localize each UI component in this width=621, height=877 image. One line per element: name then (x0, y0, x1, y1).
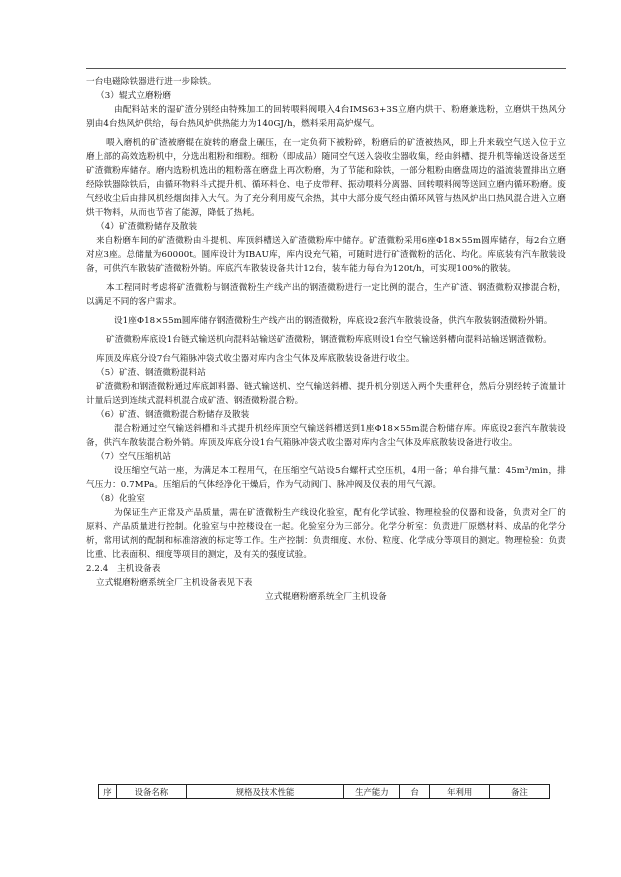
table-header-cell: 序 (99, 785, 117, 799)
table-header-row (99, 785, 550, 799)
table-header-cell: 备注 (490, 785, 550, 799)
header-rule (86, 68, 566, 69)
paragraph: 库顶及库底分设7台气箱脉冲袋式收尘器对库内含尘气体及库底散装设备进行收尘。 (96, 354, 415, 364)
paragraph: 由配料站来的湿矿渣分别经由特殊加工的回转喂料阀喂入4台IMS63+3S立磨内烘干、粉磨兼选粉，立磨烘干热风分别由4台热风炉供给，每台热风炉供热能力为140GJ/h，燃料采用高炉煤气。 (86, 105, 566, 129)
paragraph: 为保证生产正常及产品质量，需在矿渣微粉生产线设化验室，配有化学试验、物理检验的仪器和设备，负责对全厂的原料、产品质量进行控制。化验室与中控楼设在一起。化验室分为三部分。化学分析室：负责进厂原燃材料、成品的化学分析，常用试剂的配制和标准溶液的标定等工作。生产控制：负责细度、水份、粒度、化学成分等项目的测定。物理检验：负责比重、比表面积、细度等项目的测定，及有关的强度试验。 (86, 508, 566, 560)
document-body (86, 75, 566, 604)
equipment-table (98, 784, 550, 799)
table-header-cell: 生产能力 (344, 785, 400, 799)
paragraph: （5）矿渣、钢渣微粉混料站 (96, 368, 206, 378)
paragraph: 喂入磨机的矿渣被磨辊在旋转的磨盘上碾压，在一定负荷下被粉碎，粉磨后的矿渣被热风，即上升来载空气送入位于立磨上部的高效选粉机中，分选出粗粉和细粉。细粉（即成品）随同空气送入袋收尘器收集，经由斜槽、提升机等输送设备送至矿渣微粉库储存。磨内选粉机选出的粗粉落在磨盘上再次粉磨，为了节能和除铁，一部分粗粉由磨盘周边的溢流装置排出立磨经除铁器除铁后，由循环物料斗式提升机、循环料仓、电子皮带秤、振动喂料分离器、回转喂料阀等送回立磨内循环粉磨。废气经收尘后由排风机经烟囱排入大气。为了充分利用废气余热，其中大部分废气经由循环风管与热风炉出口热风混合进入立磨烘干物料，从而也节省了能源，降低了热耗。 (86, 138, 566, 218)
paragraph: 矿渣微粉库底设1台链式输送机向混料站输送矿渣微粉，钢渣微粉库底则设1台空气输送斜槽向混料站输送钢渣微粉。 (106, 335, 552, 345)
table-header-cell: 设备名称 (116, 785, 186, 799)
paragraph: 立式辊磨粉磨系统全厂主机设备表见下表 (96, 578, 253, 588)
paragraph: （6）矿渣、钢渣微粉混合粉储存及散装 (96, 410, 250, 420)
paragraph: 混合粉通过空气输送斜槽和斗式提升机经库顶空气输送斜槽送到1座Φ18×55m混合粉储存库。库底设2套汽车散装设备，供汽车散装混合粉外销。库顶及库底分设1台气箱脉冲袋式收尘器对库内含尘气体及库底散装设备进行收尘。 (86, 424, 566, 448)
paragraph: 一台电磁除铁器进行进一步除铁。 (86, 77, 217, 87)
paragraph: 设1座Φ18×55m圆库储存钢渣微粉生产线产出的钢渣微粉，库底设2套汽车散装设备，供汽车散装钢渣微粉外销。 (114, 316, 553, 326)
paragraph: 本工程同时考虑将矿渣微粉与钢渣微粉生产线产出的钢渣微粉进行一定比例的混合，生产矿渣、钢渣微粉双掺混合粉，以满足不同的客户需求。 (86, 283, 566, 307)
paragraph: （8）化验室 (96, 494, 146, 504)
table-header-cell: 台 (400, 785, 430, 799)
paragraph: 立式辊磨粉磨系统全厂主机设备 (265, 592, 387, 602)
paragraph: （4）矿渣微粉储存及散装 (96, 222, 198, 232)
paragraph: 设压缩空气站一座，为满足本工程用气，在压缩空气站设5台螺杆式空压机，4用一备；单台排气量：45m³/min，排气压力：0.7MPa。压缩后的气体经净化干燥后，作为气动阀门、脉冲阀及仪表的用气气源。 (86, 466, 566, 490)
paragraph: （7）空气压缩机站 (96, 452, 172, 462)
table-header-cell: 年利用 (430, 785, 490, 799)
paragraph: 矿渣微粉和钢渣微粉通过库底卸料器、链式输送机、空气输送斜槽、提升机分别送入两个失重秤仓，然后分别经转子流量计计量后送到连续式混料机混合成矿渣、钢渣微粉混合粉。 (86, 382, 566, 406)
paragraph: 来自粉磨车间的矿渣微粉由斗提机、库顶斜槽送入矿渣微粉库中储存。矿渣微粉采用6座Φ18×55m圆库储存，每2台立磨对应3座。总储量为60000t。圆库设计为IBAU库，库内设充气箱，可随时进行矿渣微粉的活化、均化。库底装有汽车散装设备，可供汽车散装矿渣微粉外销。库底汽车散装设备共计12台，装车能力每台为120t/h，可实现100%的散装。 (86, 236, 566, 274)
table-header-cell: 规格及技术性能 (186, 785, 344, 799)
paragraph: （3）辊式立磨粉磨 (96, 91, 172, 101)
paragraph: 2.2.4 主机设备表 (86, 564, 161, 574)
